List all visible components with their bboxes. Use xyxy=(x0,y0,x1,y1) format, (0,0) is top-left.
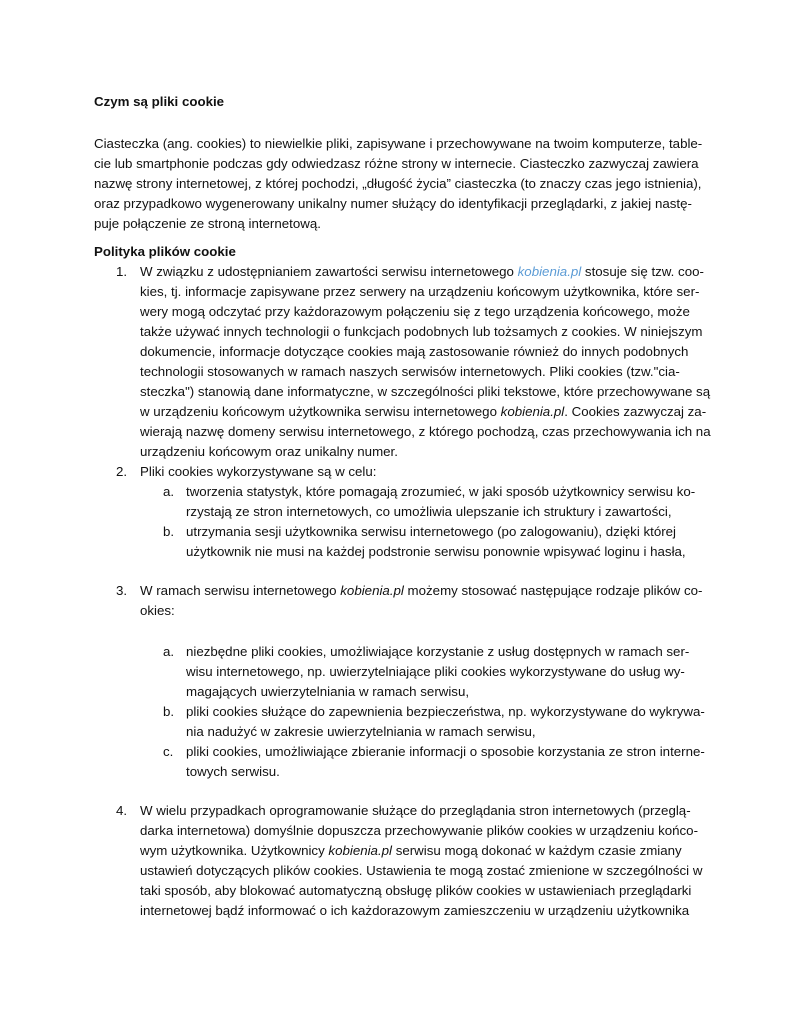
item-text: możemy stosować następujące rodzaje plików co- xyxy=(403,583,703,598)
sub-line: utrzymania sesji użytkownika serwisu internetowego (po zalogowaniu), dzięki której xyxy=(186,524,676,539)
item-line: darka internetowa) domyślnie dopuszcza przechowywanie plików cookies w urządzeniu końco- xyxy=(140,823,699,838)
intro-line: cie lub smartphonie podczas gdy odwiedzasz różne strony w internecie. Ciasteczko zazwyczaj zawiera xyxy=(94,156,699,171)
sub-line: towych serwisu. xyxy=(186,764,280,779)
item-line: Pliki cookies wykorzystywane są w celu: xyxy=(140,464,377,479)
site-name: kobienia.pl xyxy=(340,583,404,598)
sub-line: pliki cookies służące do zapewnienia bezpieczeństwa, np. wykorzystywane do wykrywa- xyxy=(186,704,705,719)
intro-line: nazwę strony internetowej, z której pochodzi, „długość życia” ciasteczka (to znaczy czas jego istnienia), xyxy=(94,176,702,191)
page-title: Czym są pliki cookie xyxy=(94,94,225,109)
intro-line: puje połączenie ze stroną internetową. xyxy=(94,216,321,231)
item-line: urządzeniu końcowym oraz unikalny numer. xyxy=(140,444,398,459)
list-number: 1. xyxy=(116,264,128,279)
item-line: taki sposób, aby blokować automatyczną obsługę plików cookies w ustawieniach przeglądarki xyxy=(140,883,692,898)
sub-letter: b. xyxy=(163,704,175,719)
item-text: stosuje się tzw. coo- xyxy=(581,264,704,279)
sub-letter: b. xyxy=(163,524,175,539)
item-text: . Cookies zazwyczaj za- xyxy=(564,404,707,419)
item-line: także używać innych technologii o funkcjach podobnych lub tożsamych z cookies. W niniejszym xyxy=(140,324,703,339)
item-line: okies: xyxy=(140,603,175,618)
sub-line: rzystają ze stron internetowych, co umożliwia ulepszanie ich struktury i zawartości, xyxy=(186,504,672,519)
item-line: kies, tj. informacje zapisywane przez serwery na urządzeniu końcowym użytkownika, które ser- xyxy=(140,284,700,299)
sub-line: magających uwierzytelniania w ramach serwisu, xyxy=(186,684,470,699)
item-line: internetowej bądź informować o ich każdorazowym zamieszczeniu w urządzeniu użytkownika xyxy=(140,903,690,918)
site-name: kobienia.pl xyxy=(500,404,565,419)
item-text: wym użytkownika. Użytkownicy xyxy=(140,843,329,858)
item-line: steczka") stanowią dane informatyczne, w szczególności pliki tekstowe, które przechowywane są xyxy=(140,384,711,399)
sub-line: niezbędne pliki cookies, umożliwiające korzystanie z usług dostępnych w ramach ser- xyxy=(186,644,690,659)
item-line: ustawień dotyczących plików cookies. Ustawienia te mogą zostać zmienione w szczególności w xyxy=(140,863,703,878)
list-number: 4. xyxy=(116,803,128,818)
sub-letter: a. xyxy=(163,484,175,499)
item-line xyxy=(140,841,682,861)
item-text: serwisu mogą dokonać w każdym czasie zmiany xyxy=(392,843,682,858)
list-number: 2. xyxy=(116,464,128,479)
sub-line: pliki cookies, umożliwiające zbieranie informacji o sposobie korzystania ze stron interne- xyxy=(186,744,705,759)
site-name: kobienia.pl xyxy=(328,843,392,858)
item-line: wierają nazwę domeny serwisu internetowego, z którego pochodzą, czas przechowywania ich na xyxy=(140,424,711,439)
item-text: W ramach serwisu internetowego xyxy=(140,583,341,598)
item-line xyxy=(140,581,702,601)
item-line: W wielu przypadkach oprogramowanie służące do przeglądania stron internetowych (przeglą- xyxy=(140,803,691,818)
item-text: W związku z udostępnianiem zawartości serwisu internetowego xyxy=(140,264,518,279)
item-line: technologii stosowanych w ramach naszych serwisów internetowych. Pliki cookies (tzw."cia- xyxy=(140,364,680,379)
sub-letter: a. xyxy=(163,644,175,659)
section-heading: Polityka plików cookie xyxy=(94,244,236,259)
item-text: w urządzeniu końcowym użytkownika serwisu internetowego xyxy=(140,404,501,419)
intro-line: Ciasteczka (ang. cookies) to niewielkie pliki, zapisywane i przechowywane na twoim komputerze, table- xyxy=(94,136,703,151)
sub-line: użytkownik nie musi na każdej podstronie serwisu ponownie wpisywać loginu i hasła, xyxy=(186,544,686,559)
sub-line: nia nadużyć w zakresie uwierzytelniania w ramach serwisu, xyxy=(186,724,536,739)
list-number: 3. xyxy=(116,583,128,598)
item-line: wery mogą odczytać przy każdorazowym połączeniu się z tego urządzenia końcowego, może xyxy=(140,304,690,319)
item-line: dokumencie, informacje dotyczące cookies mają zastosowanie również do innych podobnych xyxy=(140,344,689,359)
sub-line: wisu internetowego, np. uwierzytelniające pliki cookies wykorzystywane do usług wy- xyxy=(186,664,685,679)
item-line xyxy=(140,402,706,422)
sub-line: tworzenia statystyk, które pomagają zrozumieć, w jaki sposób użytkownicy serwisu ko- xyxy=(186,484,696,499)
kobienia-link[interactable]: kobienia.pl xyxy=(517,264,582,279)
item-line xyxy=(140,262,704,282)
sub-letter: c. xyxy=(163,744,174,759)
intro-line: oraz przypadkowo wygenerowany unikalny numer służący do identyfikacji przeglądarki, z jakiej nastę- xyxy=(94,196,692,211)
